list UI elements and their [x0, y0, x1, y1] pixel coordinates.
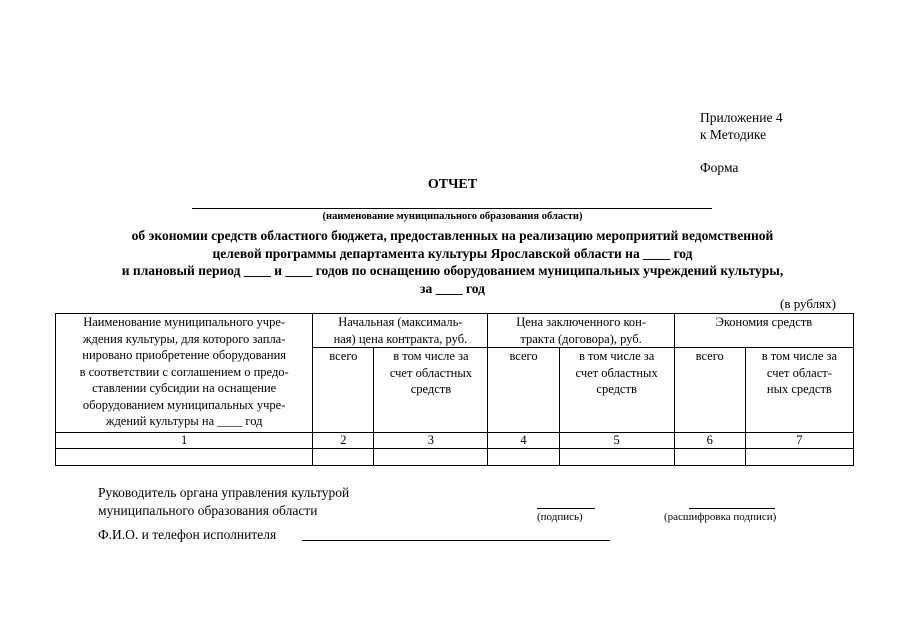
- institution-name-header: Наименование муниципального учре- ждения культуры, для которого запла- нировано приобретение оборудования в соответствии с соглашением о предо- ставлении субсидии на оснащение оборудованием муниципальных учре- ждений культуры на ____ год: [56, 314, 313, 433]
- head-line-1: Руководитель органа управления культурой: [98, 485, 350, 500]
- column-number: 2: [313, 433, 374, 449]
- units-label: (в рублях): [780, 296, 836, 311]
- appendix-line-1: Приложение 4: [700, 110, 783, 125]
- executor-label: Ф.И.О. и телефон исполнителя: [98, 527, 277, 542]
- report-subtitle: [0, 227, 905, 297]
- contract-price-total-header: всего: [488, 348, 559, 433]
- report-title: ОТЧЕТ: [427, 177, 478, 192]
- table-header-row: [56, 314, 854, 348]
- form-label: Форма: [700, 160, 739, 175]
- appendix-reference: [700, 109, 783, 143]
- savings-regional-header: в том числе за счет област- ных средств: [745, 348, 853, 433]
- initial-price-header: Начальная (максималь- ная) цена контракта, руб.: [313, 314, 488, 348]
- subtitle-line-4: за ____ год: [420, 280, 485, 296]
- contract-price-header: Цена заключенного кон- тракта (договора), руб.: [488, 314, 674, 348]
- column-number: 1: [56, 433, 313, 449]
- signature-caption: (подпись): [537, 511, 583, 523]
- initial-price-total-header: всего: [313, 348, 374, 433]
- signature-line[interactable]: [537, 508, 595, 509]
- table-cell[interactable]: [313, 449, 374, 466]
- executor-line[interactable]: [302, 540, 610, 541]
- table-cell[interactable]: [745, 449, 853, 466]
- municipality-name-line: [192, 208, 712, 209]
- column-number: 6: [674, 433, 745, 449]
- table-row: [56, 449, 854, 466]
- table-cell[interactable]: [559, 449, 674, 466]
- savings-total-header: всего: [674, 348, 745, 433]
- subtitle-line-2: целевой программы департамента культуры Ярославской области на ____ год: [212, 245, 693, 261]
- table-cell[interactable]: [374, 449, 488, 466]
- savings-header: Экономия средств: [674, 314, 853, 348]
- appendix-line-2: к Методике: [700, 127, 767, 142]
- report-table: [55, 313, 854, 466]
- table-cell[interactable]: [488, 449, 559, 466]
- head-line-2: муниципального образования области: [98, 503, 318, 518]
- signature-decoding-line[interactable]: [689, 508, 775, 509]
- subtitle-line-3: и плановый период ____ и ____ годов по оснащению оборудованием муниципальных учреждений культуры,: [121, 263, 784, 278]
- column-number: 4: [488, 433, 559, 449]
- column-number: 3: [374, 433, 488, 449]
- column-number: 7: [745, 433, 853, 449]
- head-of-authority: [98, 484, 349, 520]
- column-numbers-row: [56, 433, 854, 449]
- initial-price-regional-header: в том числе за счет областных средств: [374, 348, 488, 433]
- table-cell[interactable]: [56, 449, 313, 466]
- contract-price-regional-header: в том числе за счет областных средств: [559, 348, 674, 433]
- municipality-name-caption: (наименование муниципального образования области): [322, 211, 583, 222]
- subtitle-line-1: об экономии средств областного бюджета, предоставленных на реализацию мероприятий ведомственной: [131, 228, 774, 243]
- signature-decoding-caption: (расшифровка подписи): [664, 511, 777, 523]
- table-cell[interactable]: [674, 449, 745, 466]
- column-number: 5: [559, 433, 674, 449]
